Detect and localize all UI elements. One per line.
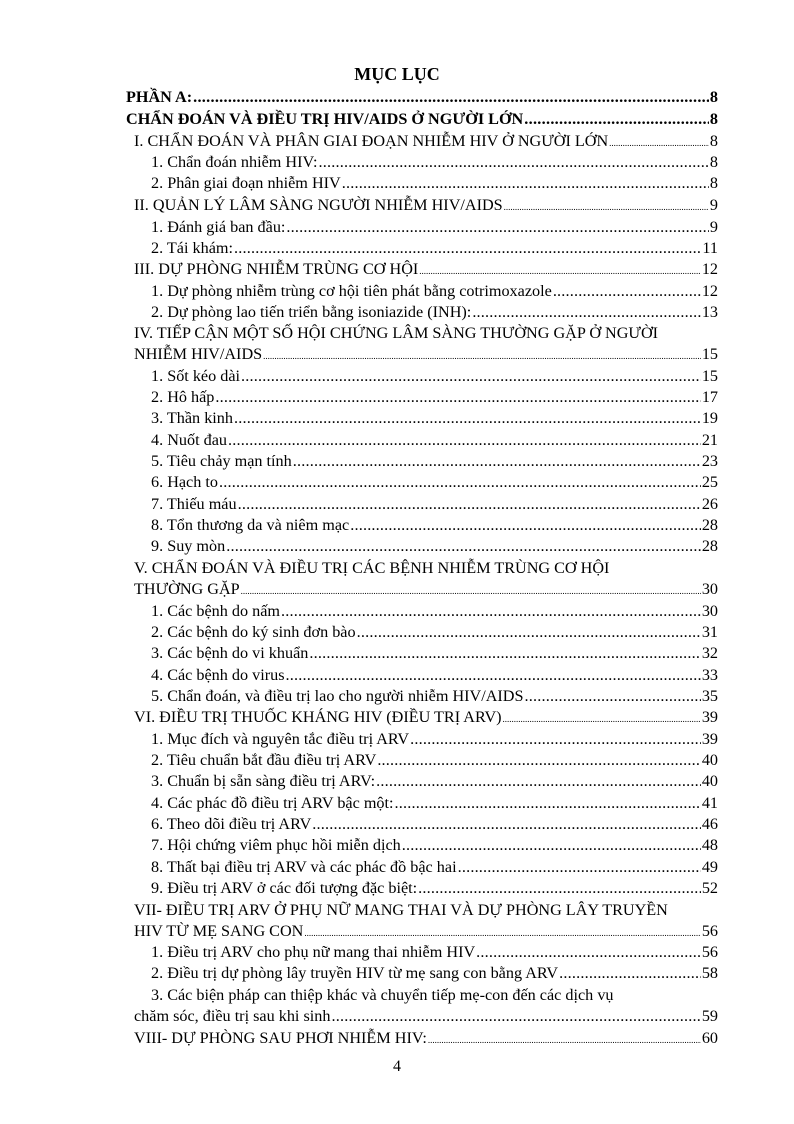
toc-entry[interactable] (151, 515, 718, 536)
toc-dot-leader (395, 793, 701, 814)
toc-dot-leader (234, 238, 701, 259)
toc-entry-title: 1. Mục đích và nguyên tắc điều trị ARV (151, 730, 410, 748)
toc-entry[interactable] (151, 750, 718, 771)
toc-entry[interactable] (151, 878, 718, 899)
toc-entry-title: 7. Hội chứng viêm phục hồi miễn dịch (151, 836, 401, 854)
toc-dot-leader (293, 451, 701, 472)
toc-entry-title: 1. Dự phòng nhiễm trùng cơ hội tiên phát bằng cotrimoxazole (151, 282, 552, 300)
toc-entry-page: 39 (701, 708, 718, 726)
toc-dot-leader (286, 665, 701, 686)
toc-entry[interactable] (126, 87, 718, 108)
toc-entry-title: VIII- DỰ PHÒNG SAU PHƠI NHIỄM HIV: (134, 1029, 427, 1047)
toc-dot-leader (319, 152, 709, 173)
toc-dot-leader (241, 366, 701, 387)
toc-entry-title: 1. Chẩn đoán nhiễm HIV: (151, 153, 318, 171)
toc-dot-leader (357, 622, 701, 643)
toc-entry[interactable] (151, 430, 718, 451)
toc-entry-page: 12 (701, 282, 718, 300)
toc-entry-title: 2. Điều trị dự phòng lây truyền HIV từ mẹ sang con bằng ARV (151, 964, 559, 982)
toc-entry-page: 33 (701, 666, 718, 684)
toc-entry-page: 15 (701, 367, 718, 385)
toc-entry[interactable] (151, 771, 718, 792)
toc-entry-page: 23 (701, 452, 718, 470)
toc-entry-page: 9 (709, 218, 718, 236)
toc-entry[interactable] (151, 173, 718, 194)
toc-entry-page: 40 (701, 751, 718, 769)
toc-entry-page: 59 (701, 1007, 718, 1025)
toc-entry-heading-line: IV. TIẾP CẬN MỘT SỐ HỘI CHỨNG LÂM SÀNG THƯỜNG GẶP Ở NGƯỜI (134, 324, 659, 342)
toc-entry-page: 11 (702, 239, 718, 257)
toc-entry[interactable] (134, 1006, 718, 1027)
toc-entry-page: 19 (701, 409, 718, 427)
toc-entry-title: 6. Theo dõi điều trị ARV (151, 815, 312, 833)
toc-dot-leader (304, 921, 700, 944)
toc-entry-title: 3. Thần kinh (151, 409, 233, 427)
toc-entry-page: 56 (701, 922, 718, 940)
toc-entry-title: 1. Sốt kéo dài (151, 367, 241, 385)
toc-dot-leader (350, 515, 701, 536)
toc-entry-title: CHẨN ĐOÁN VÀ ĐIỀU TRỊ HIV/AIDS Ở NGƯỜI LỚN (126, 110, 524, 128)
toc-entry[interactable] (151, 302, 718, 323)
toc-dot-leader (376, 771, 701, 792)
toc-entry-title: 4. Nuốt đau (151, 431, 227, 449)
toc-entry-title: chăm sóc, điều trị sau khi sinh (134, 1007, 331, 1025)
toc-entry[interactable] (151, 152, 718, 173)
toc-entry[interactable] (151, 451, 718, 472)
toc-dot-leader (193, 87, 709, 108)
toc-entry[interactable] (151, 686, 718, 707)
toc-entry-page: 17 (701, 388, 718, 406)
toc-dot-leader (458, 857, 701, 878)
toc-dot-leader (609, 131, 709, 154)
toc-entry-page: 15 (701, 345, 718, 363)
toc-dot-leader (241, 579, 701, 602)
toc-entry-page: 32 (701, 644, 718, 662)
toc-entry-page: 58 (701, 964, 718, 982)
toc-entry-title: 5. Chẩn đoán, và điều trị lao cho người nhiễm HIV/AIDS (151, 687, 524, 705)
toc-dot-leader (312, 814, 701, 835)
toc-dot-leader (410, 729, 701, 750)
toc-entry-title: 2. Các bệnh do ký sinh đơn bào (151, 623, 356, 641)
toc-entry[interactable] (151, 665, 718, 686)
toc-entry-title: 2. Tiêu chuẩn bắt đầu điều trị ARV (151, 751, 377, 769)
toc-dot-leader (226, 536, 701, 557)
toc-entry-title: 5. Tiêu chảy mạn tính (151, 452, 292, 470)
toc-entry[interactable] (134, 1028, 718, 1049)
toc-dot-leader (215, 387, 700, 408)
toc-entry-title: 8. Tổn thương da và niêm mạc (151, 516, 350, 534)
toc-dot-leader (418, 878, 701, 899)
toc-title: MỤC LỤC (354, 64, 440, 84)
toc-entry-title: II. QUẢN LÝ LÂM SÀNG NGƯỜI NHIỄM HIV/AIDS (134, 196, 503, 214)
toc-entry-page: 28 (701, 537, 718, 555)
toc-entry[interactable] (151, 622, 718, 643)
toc-entry-page: 48 (701, 836, 718, 854)
toc-entry[interactable] (151, 494, 718, 515)
toc-entry-title: THƯỜNG GẶP (134, 580, 240, 598)
toc-entry-title: 9. Điều trị ARV ở các đối tượng đặc biệt: (151, 879, 418, 897)
toc-dot-leader (228, 430, 701, 451)
toc-entry[interactable] (151, 366, 718, 387)
toc-entry-page: 56 (701, 943, 718, 961)
toc-dot-leader (309, 643, 700, 664)
toc-entry-heading-line: 3. Các biện pháp can thiệp khác và chuyển tiếp mẹ-con đến các dịch vụ (151, 986, 614, 1004)
toc-dot-leader (234, 408, 701, 429)
toc-entry-page: 12 (701, 260, 718, 278)
toc-entry[interactable] (151, 729, 718, 750)
toc-entry-heading-line: VII- ĐIỀU TRỊ ARV Ở PHỤ NỮ MANG THAI VÀ DỰ PHÒNG LÂY TRUYỀN (134, 901, 668, 919)
toc-dot-leader (559, 963, 701, 984)
toc-entry[interactable] (151, 472, 718, 493)
toc-dot-leader (263, 344, 701, 367)
toc-entry-page: 40 (701, 772, 718, 790)
toc-entry-page: 35 (701, 687, 718, 705)
toc-entry-page: 21 (701, 431, 718, 449)
toc-entry-title: III. DỰ PHÒNG NHIỄM TRÙNG CƠ HỘI (134, 260, 419, 278)
toc-entry[interactable] (151, 238, 718, 259)
toc-dot-leader (553, 281, 701, 302)
toc-entry-title: PHẦN A: (126, 88, 193, 106)
toc-entry-title: 1. Đánh giá ban đầu: (151, 218, 286, 236)
toc-entry[interactable] (134, 579, 718, 600)
toc-entry-title: 2. Hô hấp (151, 388, 215, 406)
toc-entry-title: 1. Các bệnh do nấm (151, 602, 281, 620)
toc-entry-page: 13 (701, 303, 718, 321)
toc-entry-page: 30 (701, 602, 718, 620)
toc-entry-title: 2. Phân giai đoạn nhiễm HIV (151, 174, 341, 192)
toc-entry-title: 4. Các bệnh do virus (151, 666, 285, 684)
toc-entry-title: 2. Tái khám: (151, 239, 233, 257)
toc-entry[interactable] (151, 387, 718, 408)
toc-entry-title: 3. Chuẩn bị sẵn sàng điều trị ARV: (151, 772, 376, 790)
toc-entry[interactable] (151, 814, 718, 835)
toc-dot-leader (238, 494, 701, 515)
toc-dot-leader (504, 195, 709, 218)
toc-entry-page: 28 (701, 516, 718, 534)
toc-entry[interactable] (151, 217, 718, 238)
toc-entry[interactable] (151, 536, 718, 557)
toc-entry-title: HIV TỪ MẸ SANG CON (134, 922, 304, 940)
toc-entry-title: 4. Các phác đồ điều trị ARV bậc một: (151, 794, 394, 812)
toc-entry-page: 8 (709, 153, 718, 171)
toc-dot-leader (428, 1028, 701, 1051)
toc-dot-leader (377, 750, 701, 771)
toc-entry-title: I. CHẨN ĐOÁN VÀ PHÂN GIAI ĐOẠN NHIỄM HIV Ở NGƯỜI LỚN (134, 132, 609, 150)
toc-entry-page: 39 (701, 730, 718, 748)
toc-entry-title: 8. Thất bại điều trị ARV và các phác đồ bậc hai (151, 858, 457, 876)
toc-dot-leader (281, 601, 701, 622)
toc-entry-page: 9 (709, 196, 718, 214)
toc-entry-page: 8 (709, 132, 718, 150)
toc-entry[interactable] (134, 259, 718, 280)
toc-entry-page: 49 (701, 858, 718, 876)
toc-entry[interactable] (151, 601, 718, 622)
toc-entry-title: 3. Các bệnh do vi khuẩn (151, 644, 309, 662)
toc-dot-leader (525, 686, 701, 707)
toc-dot-leader (402, 835, 701, 856)
toc-entry-title: 9. Suy mòn (151, 537, 226, 555)
toc-entry-title: NHIỄM HIV/AIDS (134, 345, 263, 363)
toc-dot-leader (472, 302, 701, 323)
toc-entry[interactable] (151, 963, 718, 984)
toc-entry-page: 8 (709, 174, 718, 192)
toc-entry-title: 6. Hạch to (151, 473, 218, 491)
toc-entry[interactable] (151, 857, 718, 878)
toc-entry[interactable] (134, 921, 718, 942)
toc-dot-leader (331, 1006, 700, 1027)
toc-entry-heading-line: V. CHẨN ĐOÁN VÀ ĐIỀU TRỊ CÁC BỆNH NHIỄM TRÙNG CƠ HỘI (134, 559, 610, 577)
toc-entry[interactable] (151, 281, 718, 302)
toc-entry[interactable] (134, 195, 718, 216)
page-number: 4 (393, 1058, 401, 1075)
toc-entry-title: 2. Dự phòng lao tiến triển bằng isoniazide (INH): (151, 303, 472, 321)
toc-dot-leader (286, 217, 708, 238)
toc-entry-page: 41 (701, 794, 718, 812)
toc-entry[interactable] (151, 835, 718, 856)
toc-entry-page: 30 (701, 580, 718, 598)
toc-entry-page: 31 (701, 623, 718, 641)
toc-entry[interactable] (151, 408, 718, 429)
toc-entry-page: 26 (701, 495, 718, 513)
toc-entry[interactable] (126, 109, 718, 130)
toc-entry[interactable] (151, 643, 718, 664)
toc-entry-page: 8 (709, 110, 718, 128)
toc-entry-page: 52 (701, 879, 718, 897)
toc-dot-leader (219, 472, 701, 493)
toc-dot-leader (419, 259, 701, 282)
toc-entry-page: 46 (701, 815, 718, 833)
toc-dot-leader (342, 173, 709, 194)
toc-entry[interactable] (134, 707, 718, 728)
toc-entry-page: 8 (709, 88, 718, 106)
toc-dot-leader (524, 109, 709, 130)
toc-entry[interactable] (134, 344, 718, 365)
toc-entry-title: 1. Điều trị ARV cho phụ nữ mang thai nhiễm HIV (151, 943, 476, 961)
toc-entry[interactable] (134, 131, 718, 152)
toc-dot-leader (503, 707, 701, 730)
toc-entry[interactable] (151, 942, 718, 963)
toc-entry-title: 7. Thiếu máu (151, 495, 237, 513)
toc-entry-page: 25 (701, 473, 718, 491)
toc-entry-page: 60 (701, 1029, 718, 1047)
toc-entry-title: VI. ĐIỀU TRỊ THUỐC KHÁNG HIV (ĐIỀU TRỊ ARV) (134, 708, 502, 726)
toc-dot-leader (476, 942, 701, 963)
toc-entry[interactable] (151, 793, 718, 814)
